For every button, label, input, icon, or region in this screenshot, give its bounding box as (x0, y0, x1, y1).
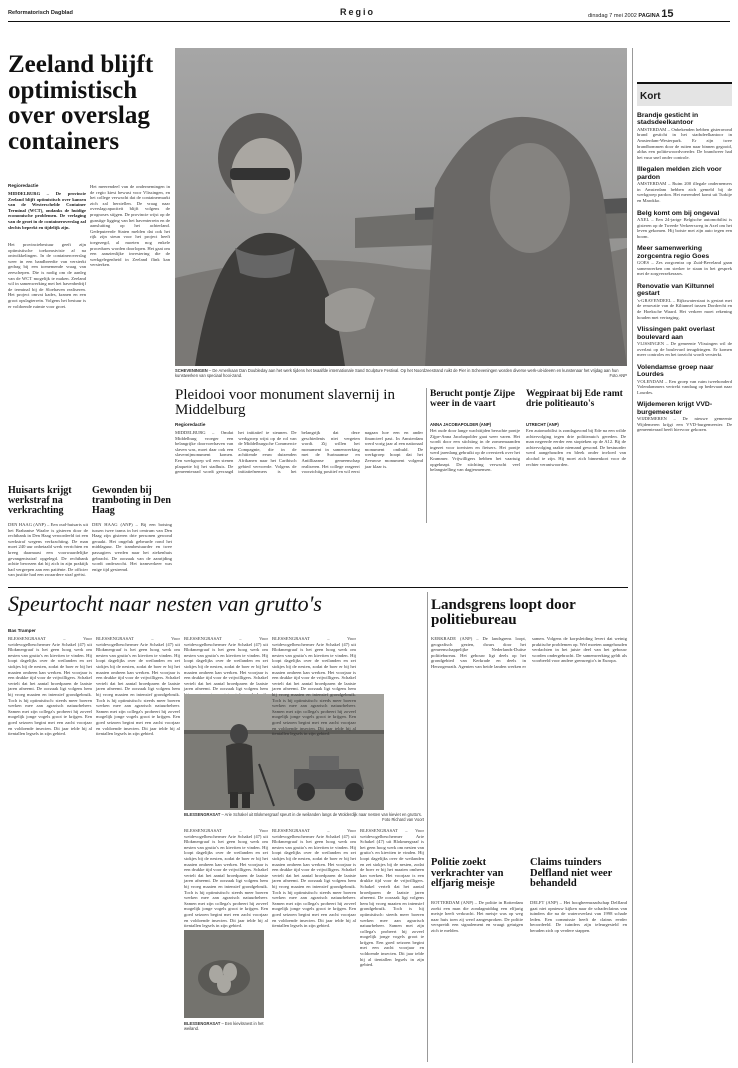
nest-caption-label: BLESSENGRASAT (184, 1021, 221, 1026)
lead-byline: Regioredactie (8, 183, 39, 188)
speur-body-col2: BLESSENGRASAT – Voor weidevogelbeschermer Arie Schakel (47) uit Blokmergraaf is het geen hoog werk om nesten van grutto's en kieviten te vinden. Hij loopt dagelijks over de weilanden en zet stokjes bij de nesten, zodat de boer er bij het maaien omheen kan werken. Het voorjaar is een drukke tijd voor de vrijwilligers. Schakel vertelt dat het aantal broedparen de laatste jaren afneemt. De oorzaak ligt volgens hem bij vroeg maaien en intensief grondgebruik. Toch is hij optimistisch: steeds meer boeren werken mee aan agrarisch natuurbeheer. Samen met zijn collega's probeert hij zoveel mogelijk jonge vogels groot te krijgen. Een goed seizoen begint met een zacht voorjaar en voldoende insecten. Dit jaar telde hij al tientallen legsels in zijn gebied. (96, 636, 180, 737)
speur-headline: Speurtocht naar nesten van grutto's (8, 591, 322, 616)
section-title: Regio (340, 7, 376, 17)
speur-byline: Bas Tramper (8, 628, 36, 633)
page-date (588, 8, 674, 20)
kort-item-body: VOLENDAM – Een groep van ruim tweehonderd Volendammers vertrekt vandaag op bedevaart naar Lourdes. (637, 378, 732, 395)
kort-item-headline: Brandje gesticht in stadsdeelkantoor (637, 112, 699, 127)
kort-item-body: AXEL – Een 24-jarige Belgische automobilist is gisteren op de Tweede Verkeersweg in Axel om het leven gekomen. Hij botste met zijn auto tegen een boom. (637, 216, 732, 239)
sand-sculpture-photo (175, 48, 627, 366)
lead-intro: MIDDELBURG – De provincie Zeeland blijft optimistisch over kansen van de Westerschelde Container Terminal (WCT), ondanks de huidige economische problemen. De verlaging van de groei in de containeroverslag zal slechts beperkt en tijdelijk zijn. (8, 191, 86, 230)
kort-title: Kort (640, 91, 661, 102)
beruchte-headline: Berucht pontje Zijpe weer in de vaart (430, 389, 515, 409)
kort-title-bar (637, 82, 732, 106)
huisarts-headline: Huisarts krijgt werkstraf na verkrachting (8, 485, 72, 517)
publication-name: Reformatorisch Dagblad (8, 10, 73, 16)
speur-body-col3b: BLESSENGRASAT – Voor weidevogelbeschermer Arie Schakel (47) uit Blokmergraaf is het geen hoog werk om nesten van grutto's en kieviten te vinden. Hij loopt dagelijks over de weilanden en zet stokjes bij de nesten, zodat de boer er bij het maaien omheen kan werken. Het voorjaar is een drukke tijd voor de vrijwilligers. Schakel vertelt dat het aantal broedparen de laatste jaren afneemt. De oorzaak ligt volgens hem bij vroeg maaien en intensief grondgebruik. Toch is hij optimistisch: steeds meer boeren werken mee aan agrarisch natuurbeheer. Samen met zijn collega's probeert hij zoveel mogelijk jonge vogels groot te krijgen. Een goed seizoen begint met een zacht voorjaar en voldoende insecten. Dit jaar telde hij al tientallen legsels in zijn gebied. (184, 828, 268, 929)
pleidooi-body: MIDDELBURG – Omdat Middelburg vroeger een belangrijke doorvoerhaven van slaven was, moet daar ook een slavernijmonument komen. Een werkgroep wil een stenen plaquette bij het stadhuis. De gemeenteraad wordt gevraagd het initiatief te steunen. De werkgroep wijst op de rol van de Middelburgsche Commercie Compagnie, die in de achttiende eeuw duizenden Afrikanen naar het Caribisch gebied vervoerde. Volgens de initiatiefnemers is het belangrijk dat deze geschiedenis niet vergeten wordt. Zij willen het monument in samenwerking met de Surinaamse en Antilliaanse gemeenschap realiseren. Het college reageert voorzichtig positief en wil eerst nagaan hoe een en ander financieel past. In Amsterdam werd vorig jaar al een nationaal monument onthuld. De werkgroep hoopt dat het Zeeuwse monument volgend jaar klaar is. (175, 430, 423, 475)
speur-body-col3: BLESSENGRASAT – Voor weidevogelbeschermer Arie Schakel (47) uit Blokmergraaf is het geen hoog werk om nesten van grutto's en kieviten te vinden. Hij loopt dagelijks over de weilanden en zet stokjes bij de nesten, zodat de boer er bij het maaien omheen kan werken. Het voorjaar is een drukke tijd voor de vrijwilligers. Schakel vertelt dat het aantal broedparen de laatste jaren afneemt. De oorzaak ligt volgens hem (184, 636, 268, 692)
kort-list (637, 112, 732, 433)
lead-headline: Zeeland blijft optimistisch over overslag containers (8, 51, 154, 155)
divider (426, 388, 427, 523)
kort-item (637, 326, 732, 358)
kort-item-body: GOES – Zes zorgcentra op Zuid-Beveland gaan samenwerken om sterker te staan in het gesprek met de zorgverzekeraars. (637, 260, 732, 277)
claims-headline: Claims tuinders Delfland niet weer behandeld (530, 857, 613, 890)
main-photo-credit: Foto ANP (609, 373, 627, 378)
main-photo-caption (175, 368, 627, 378)
sidebar-divider (632, 48, 633, 1063)
lead-col1: Het meerendeel van de ondernemingen in de regio kiest bewust voor Vlissingen, en het college verwacht dat de containermarkt zich zal herstellen. De vraag naar overslagcapaciteit blijft volgens de prognoses stijgen. De provincie wijst op de gunstige ligging van het haventerrein en de aansluiting op het achterland. Gedeputeerde Staten melden dat ook het rijk zijn steun voor het project heeft toegezegd, al moeten nog enkele procedures worden doorlopen. Het gaat om een aanzienlijke investering die de werkgelegenheid in Zeeland flink kan versterken. (90, 184, 170, 268)
landsgrens-headline: Landsgrens loopt door politiebureau (431, 597, 576, 629)
nest-photo-caption (184, 1021, 266, 1031)
gras-photo-credit: Foto Richard van Voort (382, 817, 424, 822)
kort-item (637, 245, 732, 277)
pleidooi-byline: Regioredactie (175, 422, 206, 427)
main-photo (175, 48, 627, 366)
speur-body-col4b: BLESSENGRASAT – Voor weidevogelbeschermer Arie Schakel (47) uit Blokmergraaf is het geen hoog werk om nesten van grutto's en kieviten te vinden. Hij loopt dagelijks over de weilanden en zet stokjes bij de nesten, zodat de boer er bij het maaien omheen kan werken. Het voorjaar is een drukke tijd voor de vrijwilligers. Schakel vertelt dat het aantal broedparen de laatste jaren afneemt. De oorzaak ligt volgens hem bij vroeg maaien en intensief grondgebruik. Toch is hij optimistisch: steeds meer boeren werken mee aan agrarisch natuurbeheer. Samen met zijn collega's probeert hij zoveel mogelijk jonge vogels groot te krijgen. Een goed seizoen begint met een zacht voorjaar en voldoende insecten. Dit jaar telde hij al tientallen legsels in zijn gebied. (272, 828, 356, 929)
kort-item-body: AMSTERDAM – Ruim 200 illegale ondernemers in Amsterdam hebben zich gemeld bij de werkgroep pardon. Het merendeel komt uit Turkije en Marokko. (637, 181, 732, 203)
politie-headline: Politie zoekt verkrachter van elfjarig meisje (431, 857, 504, 890)
beruchte-byline: ANNA JACOBAPOLDER (ANP) (430, 422, 492, 427)
main-photo-caption-label: SCHEVENINGEN (175, 368, 208, 373)
kort-item-headline: Vlissingen pakt overlast boulevard aan (637, 326, 715, 341)
date-text: dinsdag 7 mei 2002 (588, 13, 637, 19)
gras-caption-label: BLESSENGRASAT (184, 812, 221, 817)
speur-body-col4: BLESSENGRASAT – Voor weidevogelbeschermer Arie Schakel (47) uit Blokmergraaf is het geen hoog werk om nesten van grutto's en kieviten te vinden. Hij loopt dagelijks over de weilanden en zet stokjes bij de nesten, zodat de boer er bij het maaien omheen kan werken. Het voorjaar is een drukke tijd voor de vrijwilligers. Schakel vertelt dat het aantal broedparen de laatste jaren afneemt. De oorzaak ligt volgens hem bij vroeg maaien en intensief grondgebruik. Toch is hij optimistisch: steeds meer boeren werken mee aan agrarisch natuurbeheer. Samen met zijn collega's probeert hij zoveel mogelijk jonge vogels groot te krijgen. Een goed seizoen begint met een zacht voorjaar en voldoende insecten. Dit jaar telde hij al tientallen legsels in zijn gebied. (272, 636, 356, 737)
kort-item (637, 112, 732, 160)
kort-item-headline: Meer samenwerking zorgcentra regio Goes (637, 245, 710, 260)
section-rule (8, 587, 628, 588)
tram-headline: Gewonden bij tramboting in Den Haag (92, 485, 171, 517)
wegpiraat-body: Een automobilist is zondagavond bij Ede na een wilde achtervolging tegen drie politieauto's gereden. De man negeerde eerder een stopteken op de A12. Bij de achtervolging raakte niemand gewond. De bestuurder werd aangehouden en bleek onder invloed van alcohol te zijn. Hij moet zich binnenkort voor de rechter verantwoorden. (526, 428, 626, 467)
kort-item-headline: Belg komt om bij ongeval (637, 209, 720, 217)
kort-item (637, 210, 732, 240)
kort-item-body: 's-GRAVENDEEL – Rijkswaterstaat is gestart met de renovatie van de Kiltunnel tussen Dordrecht en de Hoeksche Waard. Het verkeer moet rekening houden met vertraging. (637, 297, 732, 320)
kievitsnest-photo (184, 930, 264, 1018)
kort-item (637, 283, 732, 320)
masthead-rule (8, 21, 730, 22)
kort-item-body: AMSTERDAM – Onbekenden hebben gisteravond brand gesticht in het stadsdeelkantoor in Amsterdam-Westerpark. Er zijn twee brandbommen door de ruiten naar binnen gegooid, aldus een politiewoordvoerder. De brandweer had het vuur snel onder controle. (637, 126, 732, 160)
tram-body: DEN HAAG (ANP) – Bij een botsing tussen twee trams in het centrum van Den Haag zijn gisteren drie personen gewond geraakt. Het ongeluk gebeurde rond het middaguur. De trambestuurder en twee passagiers werden naar het ziekenhuis gebracht. De oorzaak van de aanrijding wordt onderzocht. Het tramverkeer was enige tijd gestremd. (92, 522, 172, 572)
nest-photo (184, 930, 264, 1018)
kort-item-headline: Volendamse groep naar Lourdes (637, 363, 714, 379)
page-number: 15 (661, 8, 674, 20)
speur-body-col5: BLESSENGRASAT – Voor weidevogelbeschermer Arie Schakel (47) uit Blokmergraaf is het geen hoog werk om nesten van grutto's en kieviten te vinden. Hij loopt dagelijks over de weilanden en zet stokjes bij de nesten, zodat de boer er bij het maaien omheen kan werken. Het voorjaar is een drukke tijd voor de vrijwilligers. Schakel vertelt dat het aantal broedparen de laatste jaren afneemt. De oorzaak ligt volgens hem bij vroeg maaien en intensief grondgebruik. Toch is hij optimistisch: steeds meer boeren werken mee aan agrarisch natuurbeheer. Samen met zijn collega's probeert hij zoveel mogelijk jonge vogels groot te krijgen. Een goed seizoen begint met een zacht voorjaar en voldoende insecten. Dit jaar telde hij al tientallen legsels in zijn gebied. (360, 828, 424, 968)
divider (427, 592, 428, 1062)
kort-item (637, 401, 732, 433)
kort-item-body: WIJDEMEREN – De nieuwe gemeente Wijdemeren krijgt een VVD-burgemeester. De gemeenteraad heeft hiervoor gekozen. (637, 416, 732, 433)
lead-body: Het provinciebestuur geeft zijn optimistische toekomstvisie af na ontwikkelingen. In de containeroverslag weer in een bandbreedte van versterkt gedrag bij een toenemende vraag van zeeschepen. Die is nodig om de aanleg van de WCT mogelijk te maken. Zeeland wil in samenwerking met het havenbedrijf de terminal bij de Sloehaven realiseren. Het project omvat kades, kranen en een groot opslagterrein. Volgens het bestuur is er voldoende ruimte voor groei. (8, 242, 86, 309)
kort-item-headline: Renovatie van Kiltunnel gestart (637, 282, 715, 298)
kort-item-body: VLISSINGEN – De gemeente Vlissingen wil de overlast op de boulevard terugdringen. Er komen meer controles en het toezicht wordt versterkt. (637, 340, 732, 358)
kort-item-headline: Illegalen melden zich voor pardon (637, 166, 722, 181)
politie-body: ROTTERDAM (ANP) – De politie in Rotterdam zoekt een man die zondagmiddag een elfjarig meisje heeft verkracht. Het meisje was op weg naar huis toen zij werd aangesproken. De politie verspreidt een signalement en vraagt getuigen zich te melden. (431, 900, 523, 933)
page-label: PAGINA (638, 13, 660, 19)
pleidooi-headline: Pleidooi voor monument slavernij in Middelburg (175, 387, 395, 419)
huisarts-body: DEN HAAG (ANP) – Een oud-huisarts uit het Brabantse Waalre is gisteren door de rechtbank in Den Haag veroordeeld tot een werkstraf wegens verkrachting. De man moet 240 uur onbetaald werk verrichten en kreeg daarnaast een voorwaardelijke gevangenisstraf opgelegd. De rechtbank achtte bewezen dat hij zich in zijn praktijk had vergrepen aan een patiënte. De officier van justitie had een zwaardere straf geëist. (8, 522, 88, 578)
kort-item-headline: Wijdemeren krijgt VVD-burgemeester (637, 401, 713, 416)
kort-sidebar (637, 82, 732, 1064)
wegpiraat-byline: UTRECHT (ANP) (526, 422, 559, 427)
wegpiraat-headline: Wegpiraat bij Ede ramt drie politieauto's (526, 389, 623, 409)
claims-body: DELFT (ANP) – Het hoogheemraadschap Delfland gaat niet opnieuw kijken naar de schadeclaims van tuinders die na de wateroverlast van 1998 schade leden. Een commissie heeft de claims eerder beoordeeld. De tuinders zijn teleurgesteld en beraden zich op verdere stappen. (530, 900, 627, 933)
gras-photo-caption (184, 812, 424, 822)
nest-caption-text: – Een kievitsnest in het weiland. (184, 1021, 264, 1031)
gras-caption-text: – Arie Schakel uit Blokmergraaf speurt in de weilanden langs de Wolderdijk naar nesten van kieviet en grutto's. (220, 812, 422, 817)
kort-item (637, 364, 732, 396)
speur-body-col1: BLESSENGRASAT – Voor weidevogelbeschermer Arie Schakel (47) uit Blokmergraaf is het geen hoog werk om nesten van grutto's en kieviten te vinden. Hij loopt dagelijks over de weilanden en zet stokjes bij de nesten, zodat de boer er bij het maaien omheen kan werken. Het voorjaar is een drukke tijd voor de vrijwilligers. Schakel vertelt dat het aantal broedparen de laatste jaren afneemt. De oorzaak ligt volgens hem bij vroeg maaien en intensief grondgebruik. Toch is hij optimistisch: steeds meer boeren werken mee aan agrarisch natuurbeheer. Samen met zijn collega's probeert hij zoveel mogelijk jonge vogels groot te krijgen. Een goed seizoen begint met een zacht voorjaar en voldoende insecten. Dit jaar telde hij al tientallen legsels in zijn gebied. (8, 636, 92, 737)
beruchte-body: Het oude door lange wachttijden beruchte pontje Zijpe-Anna Jacobapolder gaat weer varen. Het wordt door een stichting in de zomermaanden ingezet voor toeristen en fietsers. Het pontje werd jarenlang gebruikt op de oversteek over het Krammer. Vrijwilligers hebben het vaartuig opgeknapt. De stichting verwacht veel belangstelling van dagjesmensen. (430, 428, 520, 473)
kort-item (637, 166, 732, 203)
landsgrens-body: KERKRADE (ANP) – De landsgrens loopt, geografisch gezien, dwars door het gemeenschappelijke Nederlands-Duitse politiebureau. Het gebouw ligt deels op het grondgebied van Kerkrade en deels in Herzogenrath. Agenten van beide landen werken er samen. Volgens de korpsleiding levert dat weinig praktische problemen op. Wel moeten aangehouden verdachten in het juiste deel van het gebouw worden ondergebracht. De samenwerking geldt als voorbeeld voor andere grensregio's in Europa. (431, 636, 627, 669)
main-photo-caption-text: – De Amerikaan Dan Doubleday aan het werk tijdens het twaalfde internationale Sand Sculpture Festival. Op het Noordzeestrand ruikt de Pier in Scheveningen worden diverse werk-uit-ideeën en kunstenaar het vrijdag aan hun kunstwerken van speciaal hooi-zand. (175, 368, 619, 378)
